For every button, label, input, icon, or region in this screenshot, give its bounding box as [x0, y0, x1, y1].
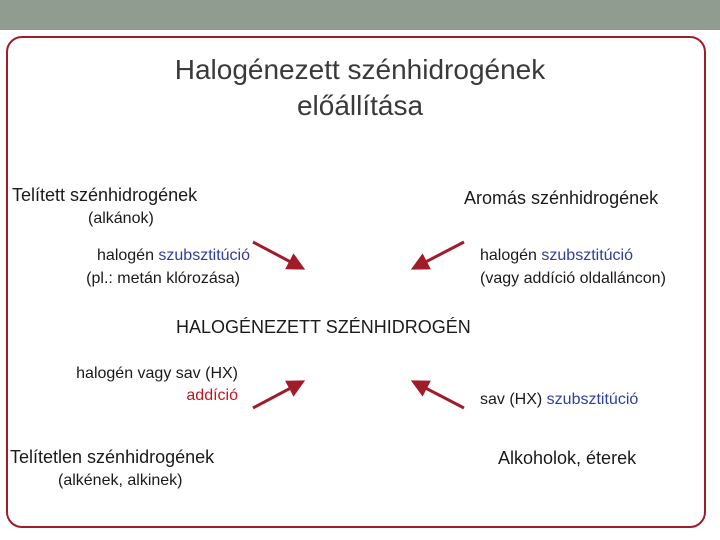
aromatic-reaction-prefix: halogén [480, 247, 542, 264]
title-line-1: Halogénezett szénhidrogének [174, 54, 546, 85]
unsaturated-hydrocarbons-heading: Telítetlen szénhidrogének [10, 447, 215, 467]
arrow-bottom-left [253, 382, 302, 408]
arrow-top-left [253, 242, 302, 268]
title-line-2: előállítása [296, 90, 424, 121]
saturated-reaction-prefix: halogén [97, 247, 159, 264]
saturated-reaction-keyword: szubsztitúció [158, 247, 250, 264]
aromatic-reaction-keyword: szubsztitúció [541, 247, 633, 264]
alcohols-ethers-heading: Alkoholok, éterek [498, 448, 637, 468]
saturated-hydrocarbons-heading: Telített szénhidrogének [12, 185, 198, 205]
unsaturated-reagent: halogén vagy sav (HX) [76, 365, 238, 382]
arrow-top-right [414, 242, 464, 268]
unsaturated-hydrocarbons-sub: (alkének, alkinek) [58, 472, 183, 489]
aromatic-hydrocarbons-heading: Aromás szénhidrogének [464, 188, 659, 208]
product-label: HALOGÉNEZETT SZÉNHIDROGÉN [176, 317, 471, 337]
unsaturated-reaction-keyword: addíció [186, 387, 238, 404]
arrow-bottom-right [414, 382, 464, 408]
alcohol-reagent-prefix: sav (HX) [480, 391, 547, 408]
saturated-hydrocarbons-sub: (alkánok) [88, 210, 154, 227]
aromatic-note: (vagy addíció oldalláncon) [480, 270, 666, 287]
saturated-example: (pl.: metán klórozása) [86, 270, 240, 287]
alcohol-reaction-keyword: szubsztitúció [546, 391, 639, 408]
